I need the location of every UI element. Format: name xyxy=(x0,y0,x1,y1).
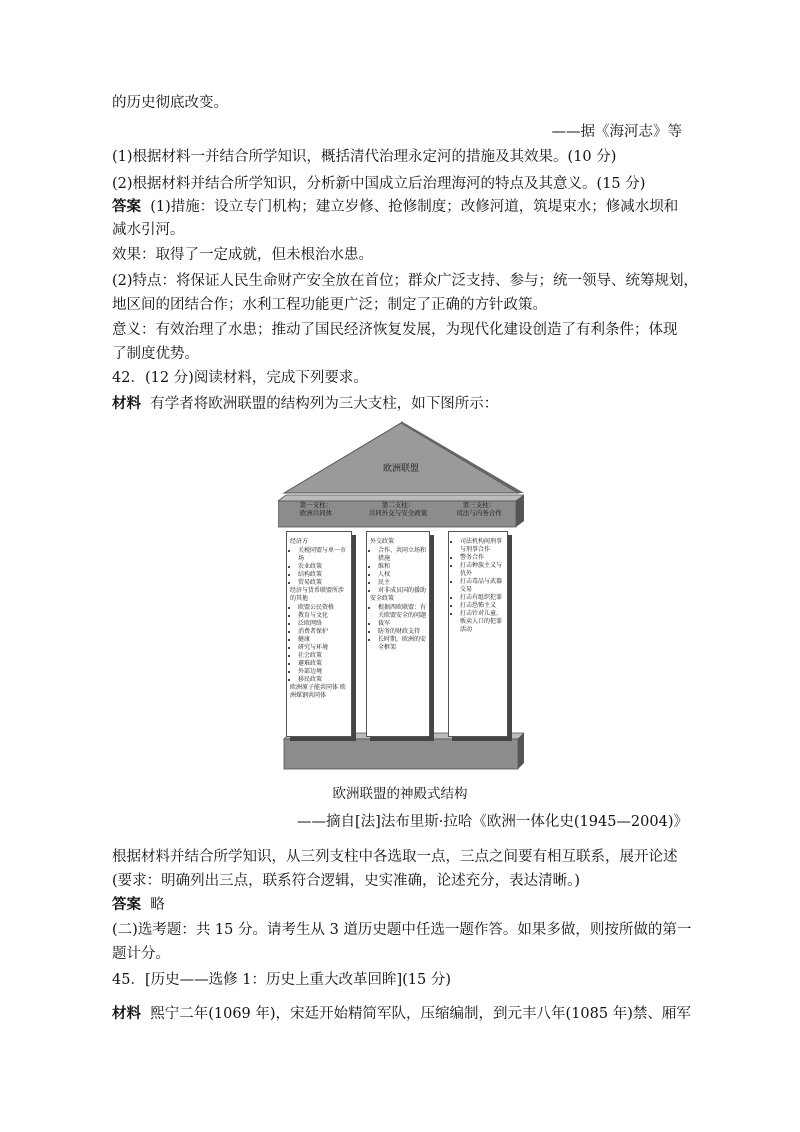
pillar-3-subtitle: 司法与内务合作 xyxy=(456,509,502,517)
eu-temple-diagram xyxy=(278,421,524,773)
text-line: 地区间的团结合作；水利工程功能更广泛；制定了正确的方针政策。 xyxy=(112,297,547,313)
pillar-1-list xyxy=(290,547,348,587)
pillar-list-item: • 对非成员国的援助 xyxy=(378,587,426,595)
text-line: 意义：有效治理了水患；推动了国民经济恢复发展，为现代化建设创造了有利条件；体现 xyxy=(112,322,678,338)
pillar-list-item: • 打击针对儿童、贩卖人口的犯罪活动 xyxy=(460,610,504,634)
pillar-list-item: • 防务的财政支持 xyxy=(378,628,426,636)
text-line: 效果：取得了一定成就，但未根治水患。 xyxy=(112,247,373,263)
question-1: (1)根据材料一并结合所学知识，概括清代治理永定河的措施及其效果。(10 分) xyxy=(112,149,617,165)
answer-line-2 xyxy=(112,895,165,915)
pillar-1-list-2 xyxy=(290,604,348,684)
text-line: (2)特点：将保证人民生命财产安全放在首位；群众广泛支持、参与；统一领导、统筹规划， xyxy=(112,273,699,289)
pillar-list-item: • 人权 xyxy=(378,571,426,579)
answer-label: 答案 xyxy=(112,198,141,215)
pillar-2-subtitle: 共同外交与安全政策 xyxy=(368,509,428,517)
section-2: (二)选考题：共 15 分。请考生从 3 道历史题中任选一题作答。如果多做，则按所做的第一 xyxy=(112,922,692,938)
pillar-list-item: • 民主 xyxy=(378,579,426,587)
pillar-1-heading-2: 经济与货币联盟所涉的其他 xyxy=(290,587,345,602)
pillar-list-item: • 打击种族主义与仇外 xyxy=(460,562,504,578)
pillar-list-item: • 长时期，欧洲的安全框架 xyxy=(378,636,426,652)
pillar-3 xyxy=(448,531,508,737)
pillar-list-item: • 外部边境 xyxy=(298,668,348,676)
temple-base xyxy=(284,739,518,769)
source-citation-2: ——摘自[法]法布里斯·拉哈《欧洲一体化史(1945—2004)》 xyxy=(296,814,688,830)
pillar-2-list xyxy=(370,547,426,595)
pillar-2-heading-2: 安全政策 xyxy=(370,595,395,602)
source-citation: ——据《海河志》等 xyxy=(551,124,682,140)
material-label: 材料 xyxy=(112,1005,141,1022)
pillar-list-item: • 打击有组织犯罪 xyxy=(460,594,504,602)
pillar-list-item: • 根据西欧联盟：有关欧盟安全的问题 xyxy=(378,604,426,620)
question-45: 45．[历史——选修 1：历史上重大改革回眸](15 分) xyxy=(112,972,451,988)
pillar-2-title: 第二支柱： xyxy=(381,501,415,509)
answer-text: 略 xyxy=(150,897,165,913)
pillar-3-label xyxy=(446,501,512,517)
answer-text: (1)措施：设立专门机构；建立岁修、抢修制度；改修河道，筑堤束水；修减水坝和 xyxy=(150,199,679,215)
material-line xyxy=(112,394,498,414)
section-2-cont: 题计分。 xyxy=(112,946,170,962)
text-line: 减水引河。 xyxy=(112,222,185,238)
material-label: 材料 xyxy=(112,395,141,412)
question-2: (2)根据材料并结合所学知识，分析新中国成立后治理海河的特点及其意义。(15 分) xyxy=(112,176,646,192)
pillar-list-item: • 打击恐怖主义 xyxy=(460,602,504,610)
pillar-1-label xyxy=(284,501,348,517)
text-line: 了制度优势。 xyxy=(112,346,199,362)
task-line: 根据材料并结合所学知识，从三列支柱中各选取一点，三点之间要有相互联系，展开论述 xyxy=(112,849,678,865)
pillar-1-title: 第一支柱： xyxy=(299,501,333,509)
material-line-2 xyxy=(112,1004,691,1024)
pillar-list-item: • 贸易政策 xyxy=(298,579,348,587)
roof-label: 欧洲联盟 xyxy=(382,464,419,474)
pillar-list-item: • 健康 xyxy=(298,636,348,644)
pillar-list-item: • 打击毒品与武器交易 xyxy=(460,578,504,594)
answer-line xyxy=(112,197,678,217)
task-line: (要求：明确列出三点，联系符合逻辑，史实准确，论述充分，表达清晰。) xyxy=(112,873,581,889)
pillar-list-item: • 研究与环境 xyxy=(298,644,348,652)
question-42: 42．(12 分)阅读材料，完成下列要求。 xyxy=(112,370,368,386)
pillar-1-subtitle: 欧洲共同体 xyxy=(299,509,333,517)
temple-roof xyxy=(284,423,518,493)
pillar-3-title: 第三支柱： xyxy=(462,501,496,509)
pillar-1-footer: 欧洲原子能共同体 欧洲煤钢共同体 xyxy=(290,684,346,699)
text-line: 的历史彻底改变。 xyxy=(112,95,228,111)
pillar-list-item: • 维和 xyxy=(378,563,426,571)
diagram-caption: 欧洲联盟的神殿式结构 xyxy=(332,786,468,802)
pillar-list-item: • 欧盟公民资格 xyxy=(298,604,348,612)
pillar-2-label xyxy=(358,501,438,517)
pillar-2 xyxy=(366,531,430,737)
pillar-list-item: • 司法机构间刑事与刑事合作 xyxy=(460,538,504,554)
pillar-list-item: • 避难政策 xyxy=(298,660,348,668)
answer-label: 答案 xyxy=(112,896,141,913)
pillar-list-item: • 警务合作 xyxy=(460,554,504,562)
pillar-list-item: • 裁军 xyxy=(378,620,426,628)
pillar-1-heading: 经济方 xyxy=(290,538,309,545)
pillar-2-list-2 xyxy=(370,604,426,652)
pillar-list-item: • 消费者保护 xyxy=(298,628,348,636)
pillar-list-item: • 结构政策 xyxy=(298,571,348,579)
pillar-list-item: • 移民政策 xyxy=(298,676,348,684)
pillar-3-list xyxy=(452,538,504,634)
pillar-2-heading: 外交政策 xyxy=(370,538,395,545)
material-text: 熙宁二年(1069 年)，宋廷开始精简军队，压缩编制，到元丰八年(1085 年)禁、厢军 xyxy=(150,1006,691,1022)
pillar-list-item: • 教育与文化 xyxy=(298,612,348,620)
pillar-list-item: • 农业政策 xyxy=(298,563,348,571)
pillar-list-item: • 关税同盟与单一市场 xyxy=(298,547,348,563)
base-side xyxy=(518,733,524,769)
pillar-list-item: • 社会政策 xyxy=(298,652,348,660)
pillar-list-item: • 合作、共同立场和措施 xyxy=(378,547,426,563)
pillar-list-item: • 泛欧网络 xyxy=(298,620,348,628)
pillar-1 xyxy=(286,531,352,737)
material-text: 有学者将欧洲联盟的结构列为三大支柱，如下图所示： xyxy=(150,396,499,412)
